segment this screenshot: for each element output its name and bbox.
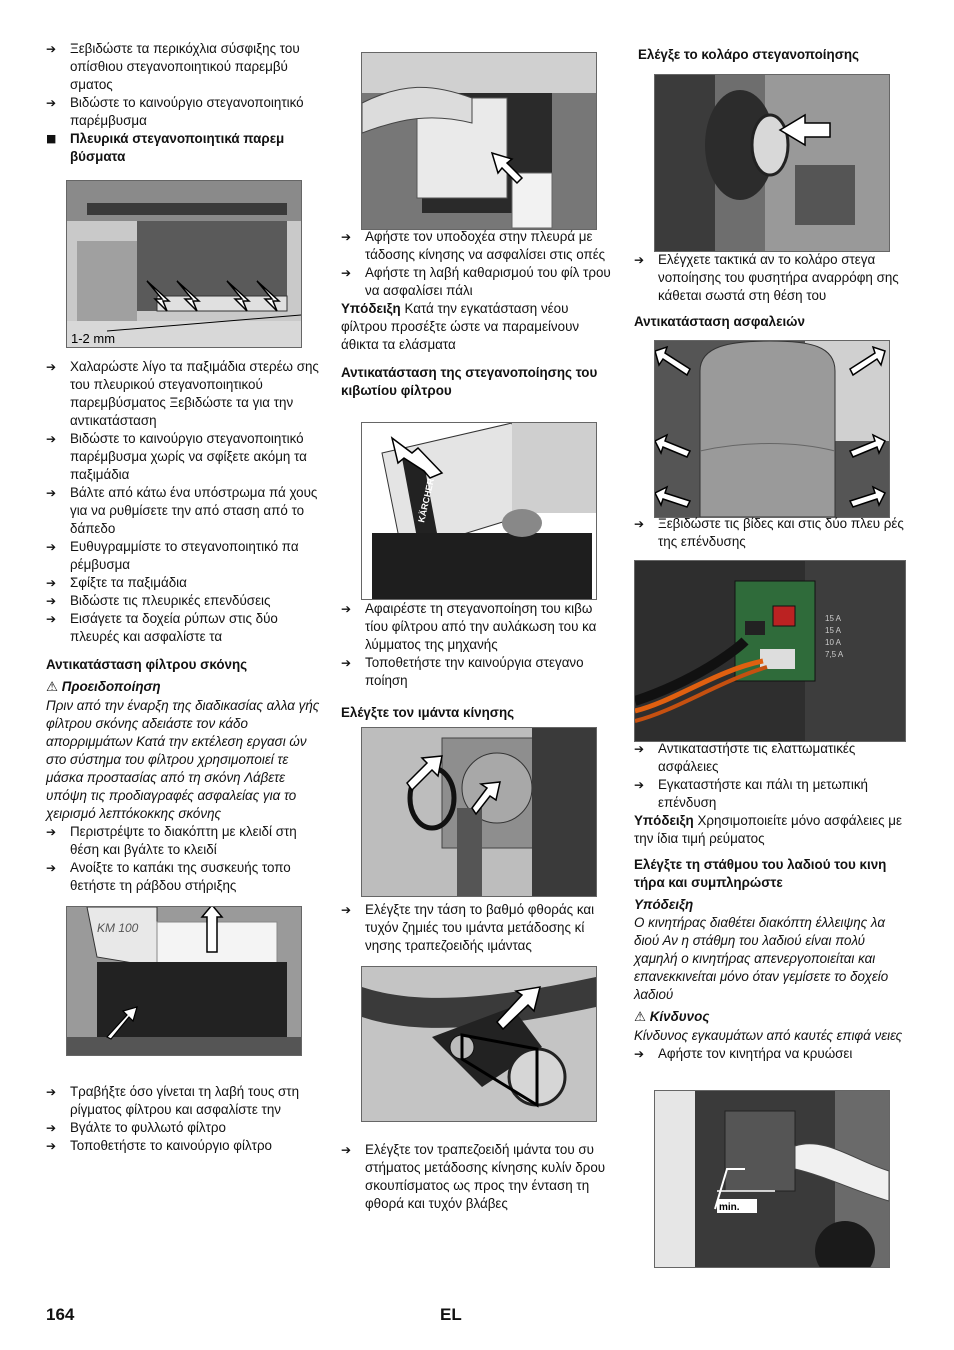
fuse-label: 15 A (825, 614, 842, 623)
brand-label: KÄRCHER (416, 477, 437, 524)
fuse-board-photo (634, 560, 906, 742)
roller-belt-illustration (362, 967, 596, 1121)
side-seal-illustration (67, 181, 301, 347)
step: ➔ Τοποθετήστε την καινούργια στεγανο ποίηση (341, 654, 617, 690)
column-2-belt (341, 901, 617, 955)
step: ➔ Βάλτε από κάτω ένα υπόστρωμα πά χους για να ρυθμίσετε την από σταση από το δάπεδο (46, 484, 322, 538)
step: ➔ Ξεβιδώστε τα περικόχλια σύσφιξης του οπίσθιου στεγανοποιητικού παρεμβύ σματος (46, 40, 322, 94)
step: ➔ Ανοίξτε το καπάκι της συσκευής τοπο θετήστε τη ράβδου στήριξης (46, 859, 322, 895)
column-2-cont (341, 600, 617, 726)
warning-icon: ⚠ (634, 1010, 647, 1025)
fuse-label: 15 A (825, 626, 842, 635)
side-seal-photo (66, 180, 302, 348)
step: ➔ Εισάγετε τα δοχεία ρύπων στις δύο πλευρές και ασφαλίστε τα (46, 610, 322, 646)
step: ➔ Αφήστε τον κινητήρα να κρυώσει (634, 1045, 910, 1063)
oil-dipstick-photo (654, 1090, 890, 1268)
step: ➔ Τοποθετήστε το καινούργιο φίλτρο (46, 1137, 322, 1155)
suction-collar-photo (654, 74, 890, 252)
filter-insert-illustration (362, 53, 596, 229)
step: ➔ Βιδώστε το καινούργιο στεγανοποιητικό παρέμβυσμα (46, 94, 322, 130)
column-3-fuses (634, 740, 910, 1063)
step: ➔ Βιδώστε τις πλευρικές επενδύσεις (46, 592, 322, 610)
fuse-label: 10 A (825, 638, 842, 647)
gap-label: 1-2 mm (71, 331, 116, 346)
column-1 (46, 40, 322, 166)
section-heading: ■ Πλευρικά στεγανοποιητικά παρεμ βύσματα (46, 130, 322, 166)
min-mark-label: min. (719, 1202, 740, 1213)
fuse-board-illustration (635, 561, 905, 741)
step: ➔ Ευθυγραμμίστε το στεγανοποιητικό πα ρέμβυσμα (46, 538, 322, 574)
step: ➔ Χαλαρώστε λίγο τα παξιμάδια στερέω σης του πλευρικού στεγανοποιητικού παρεμβύσματος Ξεβιδώστε τα για την αντικατάσταση (46, 358, 322, 430)
step: ➔ Ελέγχετε τακτικά αν το κολάρο στεγα νοποίησης του φυσητήρα αναρρόφη σης κάθεται σωστά στη θέση του (634, 251, 910, 305)
section-heading: Αντικατάσταση της στεγανοποίησης του κιβωτίου φίλτρου (341, 365, 598, 398)
step: ➔ Αφήστε τη λαβή καθαρισμού του φίλ τρου να ασφαλίσει πάλι (341, 264, 617, 300)
roller-belt-photo (361, 966, 597, 1122)
cover-screws-photo (654, 340, 890, 518)
column-3-cont (634, 251, 910, 335)
warning-text: Πριν από την έναρξη της διαδικασίας αλλα γής φίλτρου σκόνης αδειάστε τον κάδο απορριμμάτων Κατά την εκτέλεση εργασι ών στο σύστημα του φίλτρου χρησιμοποιεί τε μάσκα προστασίας από τη σκόνη Λάβετε υπόψη τις προδιαγραφές ασφαλείας για το χειρισμό λεπτόκοκκης σκόνης (46, 698, 320, 821)
step: ➔ Αντικαταστήστε τις ελαττωματικές ασφάλειες (634, 740, 910, 776)
page-number: 164 (46, 1305, 75, 1324)
column-2-bottom (341, 1141, 617, 1213)
suction-collar-illustration (655, 75, 889, 251)
column-1-cont (46, 358, 322, 895)
step: ➔ Βιδώστε το καινούργιο στεγανοποιητικό παρέμβυσμα χωρίς να σφίξετε ακόμη τα παξιμάδια (46, 430, 322, 484)
column-1-bottom (46, 1083, 322, 1155)
step: ➔ Περιστρέψτε το διακόπτη με κλειδί στη θέση και βγάλτε το κλειδί (46, 823, 322, 859)
note-title: Υπόδειξη (634, 897, 694, 912)
column-3 (634, 46, 910, 64)
filter-lid-illustration (67, 907, 301, 1055)
model-label: KM 100 (97, 921, 139, 935)
step: ➔ Ξεβιδώστε τις βίδες και στις δύο πλευ ρές της επένδυσης (634, 515, 910, 551)
section-heading: Αντικατάσταση φίλτρου σκόνης (46, 657, 248, 672)
step: ➔ Αφαιρέστε τη στεγανοποίηση του κιβω τίου φίλτρου από την αυλάκωση του κα λύμματος της μηχανής (341, 600, 617, 654)
column-3-screws (634, 515, 910, 551)
drive-belt-photo (361, 727, 597, 897)
step: ➔ Βγάλτε το φυλλωτό φίλτρο (46, 1119, 322, 1137)
danger-text: Κίνδυνος εγκαυμάτων από καυτές επιφά νειες (634, 1028, 903, 1043)
step: ➔ Αφήστε τον υποδοχέα στην πλευρά με τάδοσης κίνησης να ασφαλίσει στις οπές (341, 228, 617, 264)
drive-belt-illustration (362, 728, 596, 896)
language-code: EL (440, 1305, 462, 1324)
note-label: Υπόδειξη (341, 301, 401, 316)
note-label: Υπόδειξη (634, 813, 694, 828)
note (634, 812, 910, 848)
danger-title (634, 1008, 910, 1027)
section-heading: Ελέγξε το κολάρο στεγανοποίησης (638, 47, 859, 62)
step: ➔ Τραβήξτε όσο γίνεται τη λαβή τους στη ρίγματος φίλτρου και ασφαλίστε την (46, 1083, 322, 1119)
warning-icon: ⚠ (46, 680, 59, 695)
note (341, 300, 617, 354)
column-2 (341, 228, 617, 404)
cover-screws-illustration (655, 341, 889, 517)
step: ➔ Ελέγξτε τον τραπεζοειδή ιμάντα του συ στήματος μετάδοσης κίνησης κυλίν δρου σκουπίσματος ως προς την ένταση τη φθορά και τυχόν βλάβες (341, 1141, 617, 1213)
oil-dipstick-illustration (655, 1091, 889, 1267)
step: ➔ Εγκαταστήστε και πάλι τη μετωπική επένδυση (634, 776, 910, 812)
section-heading: Ελέγξτε τον ιμάντα κίνησης (341, 705, 515, 720)
danger-title-text: Κίνδυνος (649, 1009, 710, 1024)
filter-insert-photo (361, 52, 597, 230)
filter-lid-photo (66, 906, 302, 1056)
note-text: Κατά την εγκατάσταση νέου φίλτρου προσέξτε ώστε να παραμείνουν άθικτα τα ελάσματα (341, 301, 580, 352)
section-heading: Ελέγξτε τη στάθμου του λαδιού του κινη τήρα και συμπληρώστε (634, 857, 887, 890)
note-text: Ο κινητήρας διαθέτει διακόπτη έλλειψης λα διού Αν η στάθμη του λαδιού είναι πολύ χαμηλή ο κινητήρας απενεργοποιείται και επανεκκινείται μόνο όταν γεμίσετε το δοχείο λαδιού (634, 915, 889, 1002)
note-text: Χρησιμοποιείτε μόνο ασφάλειες με την ίδια τιμή ρεύματος (634, 813, 902, 846)
warning-title (46, 678, 322, 697)
fuse-label: 7,5 A (825, 650, 844, 659)
section-heading: Αντικατάσταση ασφαλειών (634, 314, 805, 329)
step: ➔ Ελέγξτε την τάση το βαθμό φθοράς και τυχόν ζημιές του ιμάντα μετάδοσης κί νησης τραπεζοειδής ιμάντας (341, 901, 617, 955)
filter-box-photo (361, 422, 597, 600)
filter-box-illustration (362, 423, 596, 599)
warning-title-text: Προειδοποίηση (61, 679, 161, 694)
step: ➔ Σφίξτε τα παξιμάδια (46, 574, 322, 592)
